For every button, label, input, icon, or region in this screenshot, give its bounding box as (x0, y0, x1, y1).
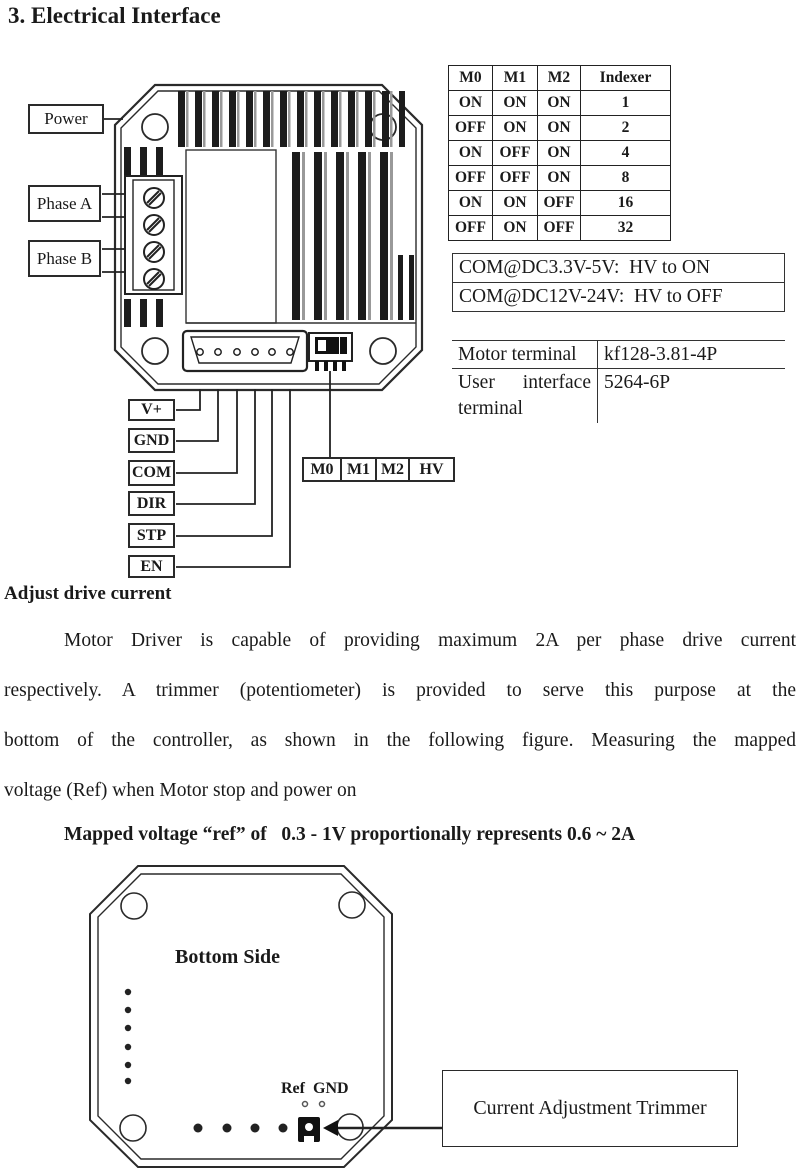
terminal-row2-label: User interface terminal (458, 372, 591, 419)
indexer-header-m1: M1 (493, 66, 538, 91)
pin-vplus-text: V+ (141, 401, 162, 418)
power-label: Power (44, 109, 88, 128)
paragraph-line-2: respectively. A trimmer (potentiometer) is provided to serve this purpose at the (4, 680, 796, 701)
terminal-row1-label: Motor terminal (458, 344, 577, 365)
ref-gnd-testpoints (303, 1102, 325, 1107)
mode-m0-text: M0 (310, 460, 334, 478)
cell: OFF (493, 166, 538, 191)
table-row (449, 166, 671, 191)
table-row (449, 116, 671, 141)
mode-label-hv (408, 457, 455, 482)
cell: ON (538, 116, 581, 141)
indexer-header-m0: M0 (449, 66, 493, 91)
pin-label-dir (128, 491, 175, 516)
cell: 4 (581, 141, 671, 166)
trimmer-icon (298, 1117, 320, 1142)
pin-label-stp (128, 523, 175, 548)
cell: ON (449, 191, 493, 216)
com-voltage-table (452, 253, 785, 312)
cell: OFF (538, 216, 581, 241)
cell: OFF (449, 116, 493, 141)
cell: ON (538, 91, 581, 116)
pin-label-vplus (128, 399, 175, 421)
table-row (449, 191, 671, 216)
paragraph-line-4: voltage (Ref) when Motor stop and power on (4, 780, 357, 801)
mode-label-m1 (340, 457, 377, 482)
cell: 1 (581, 91, 671, 116)
table-row (449, 141, 671, 166)
screw-terminal-icon (125, 176, 182, 294)
bottom-side-label: Bottom Side (175, 946, 280, 968)
cell: 32 (581, 216, 671, 241)
pin-label-gnd (128, 428, 175, 453)
cell: 16 (581, 191, 671, 216)
power-label-box (28, 104, 104, 134)
current-adjustment-trimmer-box (442, 1070, 738, 1147)
page-title: 3. Electrical Interface (8, 3, 221, 28)
terminal-row2-value: 5264-6P (604, 372, 671, 393)
pin-label-en (128, 555, 175, 578)
table-row (449, 91, 671, 116)
indexer-table (448, 65, 671, 241)
cell: ON (449, 141, 493, 166)
mode-label-m0 (302, 457, 342, 482)
terminal-row1-value: kf128-3.81-4P (604, 344, 718, 365)
cell: ON (449, 91, 493, 116)
mode-m1-text: M1 (346, 460, 371, 478)
cell: OFF (449, 166, 493, 191)
cell: ON (493, 216, 538, 241)
indexer-header-indexer: Indexer (581, 66, 671, 91)
phase-b-label-box (28, 240, 101, 277)
mode-label-m2 (375, 457, 410, 482)
cell: ON (493, 116, 538, 141)
com-rule-1: COM@DC3.3V-5V: HV to ON (453, 254, 784, 283)
terminal-table (452, 340, 785, 422)
pin-gnd-text: GND (133, 431, 170, 449)
phase-a-label-box (28, 185, 101, 222)
gnd-label: GND (313, 1080, 349, 1097)
cell: OFF (449, 216, 493, 241)
current-adjustment-trimmer-label: Current Adjustment Trimmer (473, 1097, 707, 1119)
pin-stp-text: STP (136, 526, 167, 544)
terminal-table-divider-v (597, 341, 598, 423)
user-interface-connector-icon (183, 331, 307, 371)
cell: ON (493, 91, 538, 116)
cell: 8 (581, 166, 671, 191)
com-rule-2: COM@DC12V-24V: HV to OFF (459, 285, 723, 307)
cell: OFF (538, 191, 581, 216)
pin-com-text: COM (131, 464, 172, 481)
bottom-side-figure (80, 858, 445, 1173)
phase-a-label: Phase A (36, 193, 93, 213)
solder-pads-bottom (194, 1124, 288, 1133)
solder-pads-left (125, 989, 131, 1084)
cell: ON (538, 141, 581, 166)
mode-hv-text: HV (419, 460, 444, 478)
pin-dir-text: DIR (136, 494, 167, 512)
mode-m2-text: M2 (380, 460, 405, 478)
paragraph-line-3: bottom of the controller, as shown in the following figure. Measuring the mapped (4, 730, 796, 751)
indexer-header-row (449, 66, 671, 91)
cell: ON (538, 166, 581, 191)
pin-en-text: EN (140, 557, 163, 575)
pin-label-com (128, 460, 175, 486)
indexer-header-m2: M2 (538, 66, 581, 91)
mapped-voltage-caption: Mapped voltage “ref” of 0.3 - 1V proportionally represents 0.6 ~ 2A (64, 824, 636, 845)
terminal-table-divider-h (452, 368, 785, 369)
trimmer-arrow-icon (323, 1120, 443, 1136)
bottom-board-outline (90, 866, 392, 1167)
dip-switch-icon (309, 333, 352, 371)
table-row (449, 216, 671, 241)
ref-label: Ref (281, 1080, 305, 1097)
cell: 2 (581, 116, 671, 141)
phase-b-label: Phase B (36, 248, 93, 268)
cell: OFF (493, 141, 538, 166)
paragraph-line-1: Motor Driver is capable of providing maximum 2A per phase drive current (64, 630, 796, 651)
section-heading: Adjust drive current (4, 583, 172, 604)
cell: ON (493, 191, 538, 216)
